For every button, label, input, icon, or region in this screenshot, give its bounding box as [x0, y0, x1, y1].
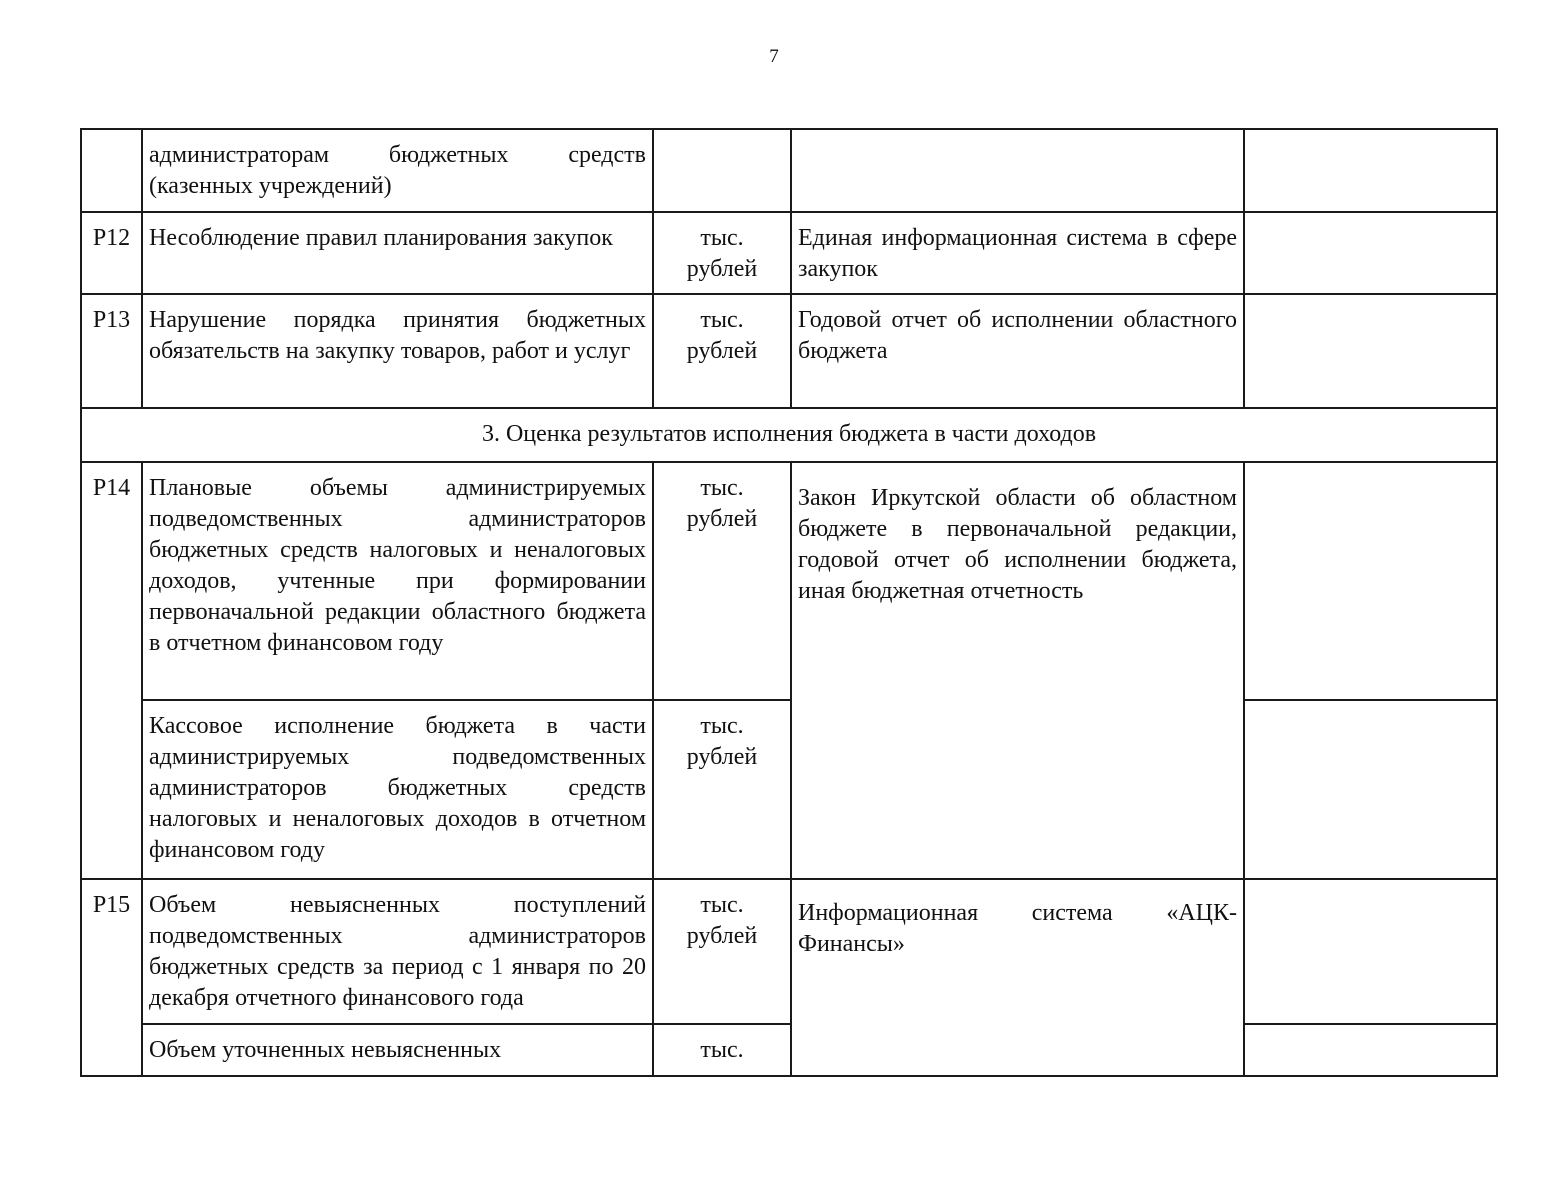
table-row-p14-plan [81, 462, 1497, 700]
section-header-row [81, 408, 1497, 462]
indicator-unit: тыс. [653, 1024, 791, 1076]
page-number: 7 [769, 46, 779, 67]
indicator-unit: тыс. рублей [653, 462, 791, 700]
indicator-code: Р13 [81, 294, 142, 408]
table-row-continuation [81, 129, 1497, 212]
table-row-p14-execution [81, 700, 1497, 879]
indicator-description: Объем невыясненных поступлений подведомственных администраторов бюджетных средств за период с 1 января по 20 декабря отчетного финансового года [142, 879, 653, 1024]
table-row-p15-unclear [81, 879, 1497, 1024]
value-cell [1244, 1024, 1497, 1076]
indicator-unit: тыс. рублей [653, 879, 791, 1024]
table-row-p12 [81, 212, 1497, 294]
indicator-unit: тыс. рублей [653, 700, 791, 879]
indicator-source: Единая информационная система в сфере закупок [791, 212, 1244, 294]
value-cell [1244, 129, 1497, 212]
indicator-description: Кассовое исполнение бюджета в части администрируемых подведомственных администраторов бюджетных средств налоговых и неналоговых доходов в отчетном финансовом году [142, 700, 653, 879]
indicator-description: Плановые объемы администрируемых подведомственных администраторов бюджетных средств налоговых и неналоговых доходов, учтенные при формировании первоначальной редакции областного бюджета в отчетном финансовом году [142, 462, 653, 700]
indicator-description: Нарушение порядка принятия бюджетных обязательств на закупку товаров, работ и услуг [142, 294, 653, 408]
indicator-code: Р15 [81, 879, 142, 1076]
table-row-p15-clarified [81, 1024, 1497, 1076]
value-cell [1244, 879, 1497, 1024]
value-cell [1244, 700, 1497, 879]
indicator-source: Годовой отчет об исполнении областного бюджета [791, 294, 1244, 408]
code-cell [81, 129, 142, 212]
indicator-unit: тыс. рублей [653, 212, 791, 294]
indicator-unit: тыс. рублей [653, 294, 791, 408]
source-cell [791, 129, 1244, 212]
indicator-source: Информационная система «АЦК-Финансы» [791, 879, 1244, 1076]
indicator-source: Закон Иркутской области об областном бюджете в первоначальной редакции, годовой отчет об исполнении бюджета, иная бюджетная отчетность [791, 462, 1244, 879]
value-cell [1244, 294, 1497, 408]
indicator-description: Объем уточненных невыясненных [142, 1024, 653, 1076]
unit-cell [653, 129, 791, 212]
indicator-description: Несоблюдение правил планирования закупок [142, 212, 653, 294]
indicator-code: Р12 [81, 212, 142, 294]
value-cell [1244, 212, 1497, 294]
section-title: 3. Оценка результатов исполнения бюджета в части доходов [81, 408, 1497, 462]
criteria-table [80, 128, 1498, 1077]
indicator-code: Р14 [81, 462, 142, 879]
value-cell [1244, 462, 1497, 700]
table-row-p13 [81, 294, 1497, 408]
indicator-description: администраторам бюджетных средств (казенных учреждений) [142, 129, 653, 212]
